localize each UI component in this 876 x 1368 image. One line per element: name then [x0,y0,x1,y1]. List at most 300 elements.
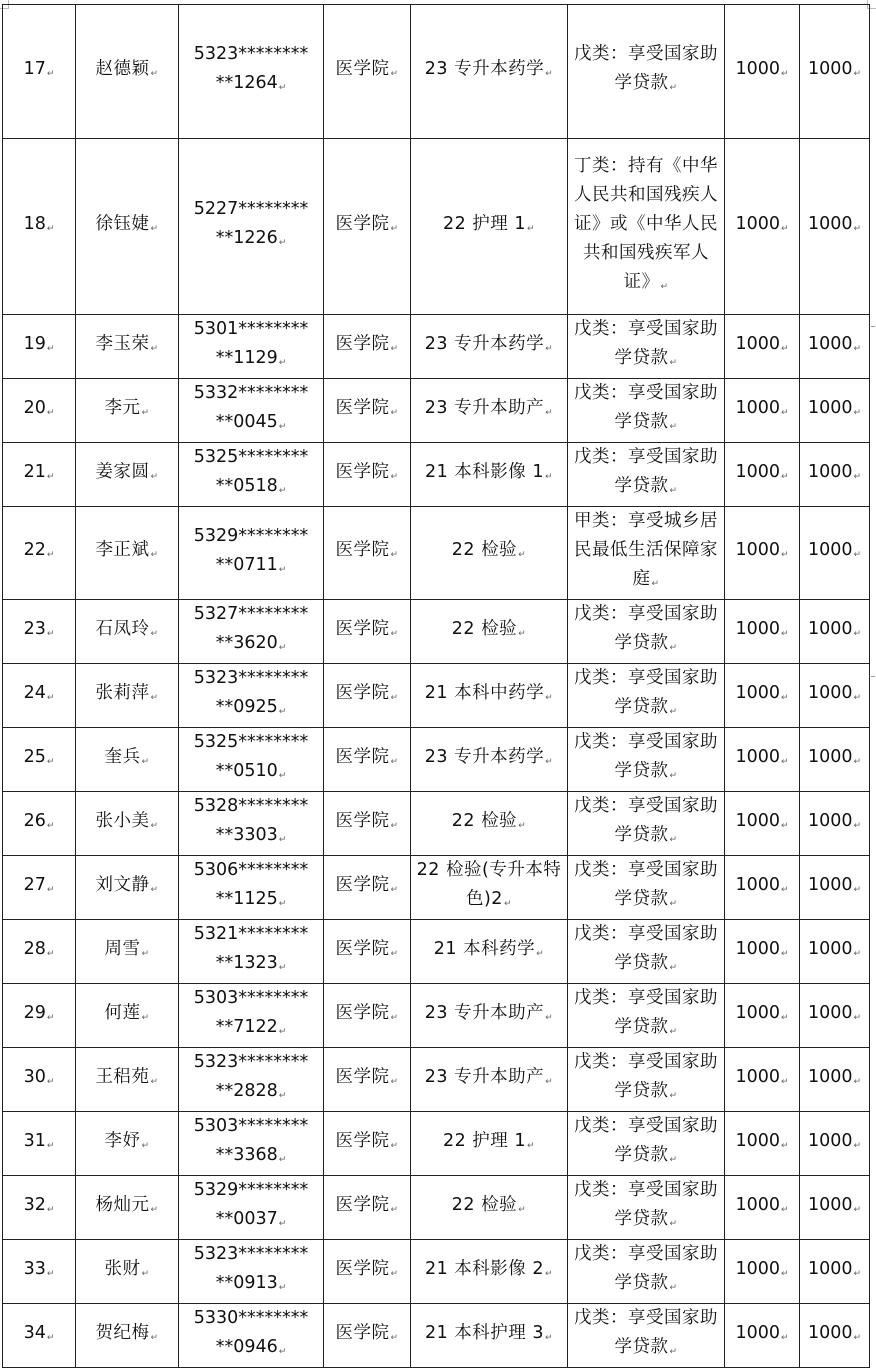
student-name-cell-text: 周雪 ↵ [104,939,149,959]
id-number-part1: 5329******** [193,1180,309,1200]
page-edge-mark [871,326,875,327]
amount-approved-cell-text: 1000 ↵ [808,214,861,234]
amount-cell-text: 1000 ↵ [735,1067,788,1087]
department-cell [324,1304,411,1368]
amount-approved-cell-text: 1000 ↵ [808,1323,861,1343]
amount-cell-text: 1000 ↵ [735,1131,788,1151]
id-number-part1: 5303******** [193,988,309,1008]
class-cell [411,1176,568,1240]
amount-cell-text: 1000 ↵ [735,939,788,959]
table-body [3,5,870,1368]
id-number-part2: **3620 ↵ [181,629,321,663]
student-name-cell [76,1112,179,1176]
category-cell-text: 戊类：享受国家助学贷款 ↵ [574,319,718,368]
student-name-cell-text: 李玉荣 ↵ [95,334,158,354]
id-number-part2: **1323 ↵ [181,949,321,983]
row-number-cell [3,443,76,507]
id-number-part2: **0037 ↵ [181,1205,321,1239]
id-number-part1: 5306******** [193,860,309,880]
amount-cell-text: 1000 ↵ [735,334,788,354]
amount-cell-text: 1000 ↵ [735,59,788,79]
row-number-cell [3,1112,76,1176]
student-name-cell-text: 王稆苑 ↵ [95,1067,158,1087]
class-cell-text: 22 护理 1 ↵ [443,1131,535,1151]
category-cell [568,1176,725,1240]
id-number-cell [179,728,324,792]
student-name-cell-text: 奎兵 ↵ [104,747,149,767]
row-number-cell-text: 27 ↵ [24,875,55,895]
amount-approved-cell-text: 1000 ↵ [808,875,861,895]
row-number-cell [3,1048,76,1112]
class-cell [411,920,568,984]
table-row [3,1112,870,1176]
student-name-cell-text: 张财 ↵ [104,1259,149,1279]
row-number-cell-text: 31 ↵ [24,1131,55,1151]
amount-cell-text: 1000 ↵ [735,683,788,703]
amount-cell [725,728,800,792]
id-number-part2: **1125 ↵ [181,885,321,919]
department-cell [324,920,411,984]
category-cell-text: 丁类：持有《中华人民共和国残疾人证》或《中华人民共和国残疾军人证》 ↵ [574,156,718,292]
department-cell-text: 医学院 ↵ [335,398,398,418]
amount-cell [725,507,800,600]
id-number-part2: **2828 ↵ [181,1077,321,1111]
department-cell [324,507,411,600]
id-number-part1: 5332******** [193,383,309,403]
id-number-cell [179,315,324,379]
category-cell-text: 戊类：享受国家助学贷款 ↵ [574,447,718,496]
id-number-part2: **0925 ↵ [181,693,321,727]
amount-approved-cell-text: 1000 ↵ [808,619,861,639]
amount-approved-cell [800,984,870,1048]
id-number-cell [179,664,324,728]
class-cell [411,443,568,507]
amount-approved-cell [800,443,870,507]
category-cell-text: 戊类：享受国家助学贷款 ↵ [574,1308,718,1357]
category-cell-text: 戊类：享受国家助学贷款 ↵ [574,44,718,93]
department-cell-text: 医学院 ↵ [335,1003,398,1023]
amount-approved-cell [800,1112,870,1176]
table-row [3,5,870,139]
department-cell-text: 医学院 ↵ [335,214,398,234]
id-number-cell [179,1112,324,1176]
amount-cell [725,1112,800,1176]
amount-cell-text: 1000 ↵ [735,811,788,831]
id-number-cell [179,792,324,856]
table-row [3,315,870,379]
department-cell [324,792,411,856]
id-number-part2: **3368 ↵ [181,1141,321,1175]
class-cell [411,1240,568,1304]
class-cell-text: 23 专升本助产 ↵ [425,1067,553,1087]
class-cell [411,664,568,728]
department-cell-text: 医学院 ↵ [335,540,398,560]
department-cell [324,315,411,379]
id-number-part2: **0946 ↵ [181,1333,321,1367]
category-cell [568,856,725,920]
row-number-cell-text: 22 ↵ [24,540,55,560]
row-number-cell-text: 34 ↵ [24,1323,55,1343]
row-number-cell [3,920,76,984]
id-number-cell [179,1240,324,1304]
id-number-cell [179,1176,324,1240]
amount-cell [725,664,800,728]
class-cell-text: 23 专升本药学 ↵ [425,59,553,79]
id-number-cell [179,379,324,443]
id-number-cell [179,984,324,1048]
department-cell [324,1240,411,1304]
amount-approved-cell [800,856,870,920]
category-cell-text: 戊类：享受国家助学贷款 ↵ [574,668,718,717]
department-cell [324,600,411,664]
department-cell-text: 医学院 ↵ [335,747,398,767]
class-cell-text: 22 检验 ↵ [452,1195,526,1215]
student-name-cell [76,139,179,315]
student-name-cell-text: 徐钰婕 ↵ [95,214,158,234]
class-cell [411,139,568,315]
class-cell-text: 21 本科药学 ↵ [434,939,544,959]
category-cell [568,5,725,139]
row-number-cell [3,1240,76,1304]
department-cell-text: 医学院 ↵ [335,59,398,79]
department-cell-text: 医学院 ↵ [335,939,398,959]
row-number-cell [3,1176,76,1240]
department-cell-text: 医学院 ↵ [335,1131,398,1151]
id-number-part2: **0913 ↵ [181,1269,321,1303]
id-number-part1: 5227******** [193,199,309,219]
row-number-cell [3,600,76,664]
amount-approved-cell-text: 1000 ↵ [808,747,861,767]
student-name-cell [76,856,179,920]
amount-cell [725,792,800,856]
row-number-cell [3,5,76,139]
student-name-cell-text: 杨灿元 ↵ [95,1195,158,1215]
class-cell [411,379,568,443]
category-cell-text: 戊类：享受国家助学贷款 ↵ [574,383,718,432]
id-number-cell [179,5,324,139]
id-number-part1: 5323******** [193,1052,309,1072]
amount-cell [725,315,800,379]
row-number-cell-text: 28 ↵ [24,939,55,959]
class-cell-text: 23 专升本药学 ↵ [425,747,553,767]
row-number-cell [3,1304,76,1368]
class-cell-text: 22 检验 ↵ [452,540,526,560]
department-cell-text: 医学院 ↵ [335,875,398,895]
id-number-part1: 5301******** [193,319,309,339]
department-cell [324,443,411,507]
category-cell-text: 戊类：享受国家助学贷款 ↵ [574,1244,718,1293]
department-cell-text: 医学院 ↵ [335,811,398,831]
category-cell-text: 戊类：享受国家助学贷款 ↵ [574,860,718,909]
table-row [3,1240,870,1304]
id-number-cell [179,1048,324,1112]
category-cell [568,984,725,1048]
id-number-part2: **0518 ↵ [181,472,321,506]
category-cell-text: 戊类：享受国家助学贷款 ↵ [574,1180,718,1229]
student-name-cell-text: 李元 ↵ [104,398,149,418]
class-cell [411,5,568,139]
student-name-cell [76,984,179,1048]
amount-approved-cell [800,600,870,664]
row-number-cell-text: 32 ↵ [24,1195,55,1215]
id-number-part2: **0711 ↵ [181,551,321,585]
amount-cell [725,984,800,1048]
amount-cell [725,5,800,139]
class-cell-text: 22 护理 1 ↵ [443,214,535,234]
row-number-cell-text: 21 ↵ [24,462,55,482]
row-number-cell [3,507,76,600]
id-number-part2: **1129 ↵ [181,344,321,378]
amount-approved-cell [800,792,870,856]
id-number-part2: **1226 ↵ [181,224,321,258]
student-name-cell-text: 张莉萍 ↵ [95,683,158,703]
table-row [3,507,870,600]
department-cell-text: 医学院 ↵ [335,462,398,482]
amount-approved-cell-text: 1000 ↵ [808,334,861,354]
amount-approved-cell [800,1048,870,1112]
student-name-cell-text: 张小美 ↵ [95,811,158,831]
student-name-cell-text: 姜家圆 ↵ [95,462,158,482]
table-row [3,443,870,507]
amount-cell [725,1240,800,1304]
department-cell [324,984,411,1048]
id-number-part1: 5325******** [193,447,309,467]
row-number-cell [3,315,76,379]
amount-cell-text: 1000 ↵ [735,214,788,234]
category-cell [568,379,725,443]
student-name-cell [76,664,179,728]
department-cell-text: 医学院 ↵ [335,1195,398,1215]
department-cell [324,379,411,443]
row-number-cell [3,792,76,856]
student-name-cell [76,1304,179,1368]
table-row [3,1176,870,1240]
class-cell-text: 21 本科影像 1 ↵ [425,462,553,482]
amount-cell [725,1176,800,1240]
class-cell [411,315,568,379]
category-cell [568,1240,725,1304]
amount-cell-text: 1000 ↵ [735,1195,788,1215]
row-number-cell-text: 24 ↵ [24,683,55,703]
student-name-cell-text: 李正斌 ↵ [95,540,158,560]
student-name-cell [76,5,179,139]
category-cell [568,664,725,728]
class-cell [411,1048,568,1112]
category-cell-text: 戊类：享受国家助学贷款 ↵ [574,732,718,781]
amount-cell [725,856,800,920]
category-cell [568,792,725,856]
id-number-part1: 5323******** [193,668,309,688]
table-row [3,920,870,984]
category-cell-text: 戊类：享受国家助学贷款 ↵ [574,988,718,1037]
amount-cell [725,379,800,443]
table-row [3,664,870,728]
class-cell-text: 23 专升本助产 ↵ [425,398,553,418]
amount-cell-text: 1000 ↵ [735,875,788,895]
id-number-cell [179,856,324,920]
row-number-cell [3,664,76,728]
amount-approved-cell-text: 1000 ↵ [808,59,861,79]
student-name-cell [76,600,179,664]
id-number-part2: **1264 ↵ [181,69,321,103]
id-number-cell [179,443,324,507]
row-number-cell-text: 33 ↵ [24,1259,55,1279]
amount-cell-text: 1000 ↵ [735,619,788,639]
amount-cell [725,920,800,984]
amount-cell-text: 1000 ↵ [735,540,788,560]
amount-approved-cell-text: 1000 ↵ [808,1003,861,1023]
amount-cell-text: 1000 ↵ [735,747,788,767]
class-cell [411,984,568,1048]
id-number-cell [179,920,324,984]
id-number-part1: 5303******** [193,1116,309,1136]
department-cell [324,139,411,315]
id-number-part1: 5323******** [193,44,309,64]
amount-approved-cell [800,315,870,379]
id-number-cell [179,600,324,664]
department-cell-text: 医学院 ↵ [335,1067,398,1087]
class-cell [411,792,568,856]
table-row [3,1304,870,1368]
amount-cell [725,1304,800,1368]
row-number-cell [3,379,76,443]
student-name-cell [76,315,179,379]
department-cell-text: 医学院 ↵ [335,619,398,639]
category-cell [568,728,725,792]
id-number-cell [179,507,324,600]
category-cell-text: 戊类：享受国家助学贷款 ↵ [574,924,718,973]
row-number-cell-text: 30 ↵ [24,1067,55,1087]
department-cell-text: 医学院 ↵ [335,334,398,354]
student-name-cell-text: 李妤 ↵ [104,1131,149,1151]
id-number-part1: 5329******** [193,525,309,546]
class-cell-text: 22 检验(专升本特色)2 ↵ [417,860,562,909]
class-cell-text: 22 检验 ↵ [452,811,526,831]
amount-approved-cell [800,1304,870,1368]
department-cell [324,1176,411,1240]
amount-approved-cell-text: 1000 ↵ [808,462,861,482]
amount-approved-cell-text: 1000 ↵ [808,1067,861,1087]
amount-approved-cell [800,507,870,600]
student-name-cell-text: 何莲 ↵ [104,1003,149,1023]
row-number-cell [3,139,76,315]
amount-approved-cell [800,728,870,792]
row-number-cell-text: 19 ↵ [24,334,55,354]
amount-cell-text: 1000 ↵ [735,1003,788,1023]
category-cell-text: 戊类：享受国家助学贷款 ↵ [574,604,718,653]
id-number-part1: 5327******** [193,604,309,624]
category-cell-text: 甲类：享受城乡居民最低生活保障家庭 ↵ [574,511,718,589]
class-cell [411,507,568,600]
amount-approved-cell [800,920,870,984]
id-number-cell [179,139,324,315]
amount-cell-text: 1000 ↵ [735,462,788,482]
department-cell-text: 医学院 ↵ [335,1259,398,1279]
id-number-part2: **7122 ↵ [181,1013,321,1047]
amount-approved-cell [800,139,870,315]
category-cell [568,1048,725,1112]
amount-cell [725,1048,800,1112]
department-cell [324,728,411,792]
student-name-cell-text: 石凤玲 ↵ [95,619,158,639]
student-name-cell [76,920,179,984]
class-cell-text: 21 本科中药学 ↵ [425,683,553,703]
class-cell-text: 23 专升本药学 ↵ [425,334,553,354]
amount-approved-cell [800,379,870,443]
student-name-cell-text: 贺纪梅 ↵ [95,1323,158,1343]
id-number-cell [179,1304,324,1368]
row-number-cell-text: 23 ↵ [24,619,55,639]
id-number-part2: **3303 ↵ [181,821,321,855]
class-cell [411,1304,568,1368]
student-name-cell [76,792,179,856]
amount-approved-cell-text: 1000 ↵ [808,683,861,703]
amount-cell [725,600,800,664]
department-cell [324,5,411,139]
department-cell [324,1048,411,1112]
id-number-part2: **0045 ↵ [181,408,321,442]
category-cell [568,600,725,664]
amount-cell [725,443,800,507]
student-name-cell [76,1240,179,1304]
subsidy-table [2,4,870,1368]
row-number-cell-text: 20 ↵ [24,398,55,418]
amount-approved-cell [800,5,870,139]
class-cell [411,600,568,664]
student-name-cell [76,379,179,443]
class-cell [411,1112,568,1176]
amount-cell [725,139,800,315]
class-cell-text: 22 检验 ↵ [452,619,526,639]
row-number-cell [3,728,76,792]
category-cell [568,443,725,507]
student-name-cell [76,507,179,600]
amount-approved-cell [800,1176,870,1240]
page-edge-mark [871,676,875,677]
category-cell [568,1304,725,1368]
amount-approved-cell-text: 1000 ↵ [808,1259,861,1279]
row-number-cell-text: 25 ↵ [24,747,55,767]
table-row [3,792,870,856]
class-cell [411,856,568,920]
amount-approved-cell-text: 1000 ↵ [808,540,861,560]
category-cell-text: 戊类：享受国家助学贷款 ↵ [574,1116,718,1165]
row-number-cell [3,984,76,1048]
class-cell [411,728,568,792]
amount-cell-text: 1000 ↵ [735,1259,788,1279]
department-cell-text: 医学院 ↵ [335,1323,398,1343]
row-number-cell-text: 29 ↵ [24,1003,55,1023]
row-number-cell-text: 17 ↵ [24,59,55,79]
table-row [3,1048,870,1112]
category-cell-text: 戊类：享受国家助学贷款 ↵ [574,796,718,845]
table-row [3,379,870,443]
amount-cell-text: 1000 ↵ [735,398,788,418]
category-cell [568,315,725,379]
amount-approved-cell-text: 1000 ↵ [808,1131,861,1151]
class-cell-text: 23 专升本助产 ↵ [425,1003,553,1023]
category-cell-text: 戊类：享受国家助学贷款 ↵ [574,1052,718,1101]
student-name-cell [76,1048,179,1112]
student-name-cell [76,728,179,792]
row-number-cell [3,856,76,920]
category-cell [568,139,725,315]
id-number-part1: 5321******** [193,924,309,944]
table-row [3,139,870,315]
table-row [3,600,870,664]
table-row [3,984,870,1048]
amount-approved-cell-text: 1000 ↵ [808,1195,861,1215]
